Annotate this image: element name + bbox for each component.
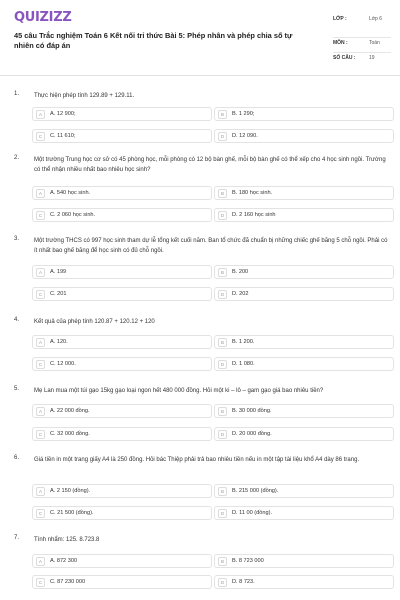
option-text: D. 20 000 đồng. [232,431,272,437]
meta-row-question-count [333,53,391,67]
option-letter-box: C [36,290,45,299]
page-title: 45 câu Trắc nghiệm Toán 6 Kết nối tri thức Bài 5: Phép nhân và phép chia số tự nhiên có đáp án [14,31,293,50]
option-text: B. 1 200. [232,339,255,345]
option-text: C. 32 000 đồng. [50,431,90,437]
option-b[interactable] [214,404,394,418]
option-letter-box: A [36,189,45,198]
option-letter-box: D [218,211,227,220]
option-letter-box: B [218,189,227,198]
option-letter-box: C [36,132,45,141]
option-d[interactable] [214,357,394,371]
option-letter-box: D [218,430,227,439]
option-text: A. 2 150 (đồng). [50,488,91,494]
option-letter-box: B [218,487,227,496]
question-number: 2. [14,155,20,161]
meta-subject-label: MÔN : [333,40,348,46]
option-c[interactable] [32,357,212,371]
option-letter-box: B [218,110,227,119]
meta-count-value: 19 [369,55,375,61]
option-text: C. 21 500 (đồng). [50,510,94,516]
option-letter-box: D [218,509,227,518]
worksheet-meta [333,14,391,67]
question-number: 6. [14,455,20,461]
question-number: 1. [14,91,20,97]
option-d[interactable] [214,208,394,222]
option-a[interactable] [32,404,212,418]
option-text: A. 12 900; [50,111,76,117]
question-number: 7. [14,535,20,541]
option-text: A. 22 000 đồng. [50,408,90,414]
option-c[interactable] [32,129,212,143]
option-text: C. 87 230 000 [50,579,86,585]
option-d[interactable] [214,427,394,441]
option-letter-box: A [36,557,45,566]
option-letter-box: B [218,338,227,347]
option-letter-box: D [218,578,227,587]
question-text: Mẹ Lan mua một túi gạo 15kg gạo loại ngon hết 480 000 đồng. Hỏi một ki – lô – gam gạo giá bao nhiêu tiền? [34,388,324,394]
option-letter-box: A [36,407,45,416]
option-text: D. 12 090. [232,133,258,139]
option-b[interactable] [214,265,394,279]
option-c[interactable] [32,506,212,520]
meta-row-subject [333,38,391,53]
option-text: B. 1 290; [232,111,255,117]
option-letter-box: C [36,578,45,587]
option-text: B. 8 723 000 [232,558,264,564]
option-text: B. 215 000 (đồng). [232,488,279,494]
meta-count-label: SỐ CÂU : [333,55,356,61]
meta-row-class [333,14,391,38]
option-c[interactable] [32,427,212,441]
quizizz-logo: QUIZIZZ [14,10,72,25]
question-number: 4. [14,317,20,323]
option-d[interactable] [214,129,394,143]
option-letter-box: A [36,338,45,347]
option-text: A. 540 học sinh. [50,190,91,196]
question-text: Giá tiền in một trang giấy A4 là 250 đồng. Hỏi bác Thiệp phải trả bao nhiêu tiền nếu in một tập tài liệu khổ A4 dày 86 trang. [34,457,360,463]
option-text: C. 201 [50,291,67,297]
question-number: 3. [14,236,20,242]
option-letter-box: B [218,407,227,416]
option-text: D. 11 00 (đồng). [232,510,273,516]
option-a[interactable] [32,265,212,279]
option-a[interactable] [32,186,212,200]
meta-class-value: Lớp 6 [369,16,383,22]
option-b[interactable] [214,484,394,498]
option-letter-box: D [218,132,227,141]
option-letter-box: A [36,110,45,119]
option-a[interactable] [32,554,212,568]
worksheet-header [0,0,400,76]
question-text: Tính nhẩm: 125. 8.723.8 [34,537,100,543]
option-c[interactable] [32,575,212,589]
option-b[interactable] [214,186,394,200]
option-text: B. 200 [232,269,249,275]
option-letter-box: D [218,290,227,299]
option-text: A. 199 [50,269,67,275]
option-text: D. 8 723. [232,579,255,585]
option-b[interactable] [214,554,394,568]
option-letter-box: C [36,430,45,439]
option-text: D. 202 [232,291,249,297]
meta-class-label: LỚP : [333,16,347,22]
option-d[interactable] [214,506,394,520]
option-text: B. 180 học sinh. [232,190,273,196]
option-letter-box: B [218,557,227,566]
option-text: B. 30 000 đồng. [232,408,272,414]
option-a[interactable] [32,107,212,121]
option-d[interactable] [214,287,394,301]
question-text: Một trường THCS có 997 học sinh tham dự lễ tổng kết cuối năm. Ban tổ chức đã chuẩn bị những chiếc ghế băng 5 chỗ ngồi. Phải có ít nhất bao ghế băng để học sinh có đủ chỗ ngồi. [34,238,388,254]
question-text: Thực hiện phép tính 129.89 + 129.11. [34,93,135,99]
option-d[interactable] [214,575,394,589]
option-letter-box: A [36,487,45,496]
option-b[interactable] [214,335,394,349]
question-number: 5. [14,386,20,392]
question-text: Một trường Trung học cơ sở có 45 phòng học, mỗi phòng có 12 bộ bàn ghế, mỗi bộ bàn ghế có thể xếp cho 4 học sinh ngồi. Trường có thể nhận nhiều nhất bao nhiêu học sinh? [34,157,386,173]
option-letter-box: A [36,268,45,277]
option-letter-box: C [36,360,45,369]
option-c[interactable] [32,208,212,222]
option-text: A. 120. [50,339,68,345]
option-text: C. 11 610; [50,133,76,139]
option-text: C. 2 060 học sinh. [50,212,96,218]
meta-subject-value: Toán [369,40,380,46]
option-text: D. 1 080. [232,361,255,367]
option-a[interactable] [32,335,212,349]
option-text: D. 2 160 học sinh [232,212,276,218]
option-a[interactable] [32,484,212,498]
option-letter-box: C [36,211,45,220]
option-text: A. 872 300 [50,558,78,564]
option-text: C. 12 000. [50,361,76,367]
option-letter-box: C [36,509,45,518]
option-letter-box: D [218,360,227,369]
option-letter-box: B [218,268,227,277]
question-text: Kết quả của phép tính 120.87 + 120.12 + 120 [34,319,155,325]
option-c[interactable] [32,287,212,301]
option-b[interactable] [214,107,394,121]
